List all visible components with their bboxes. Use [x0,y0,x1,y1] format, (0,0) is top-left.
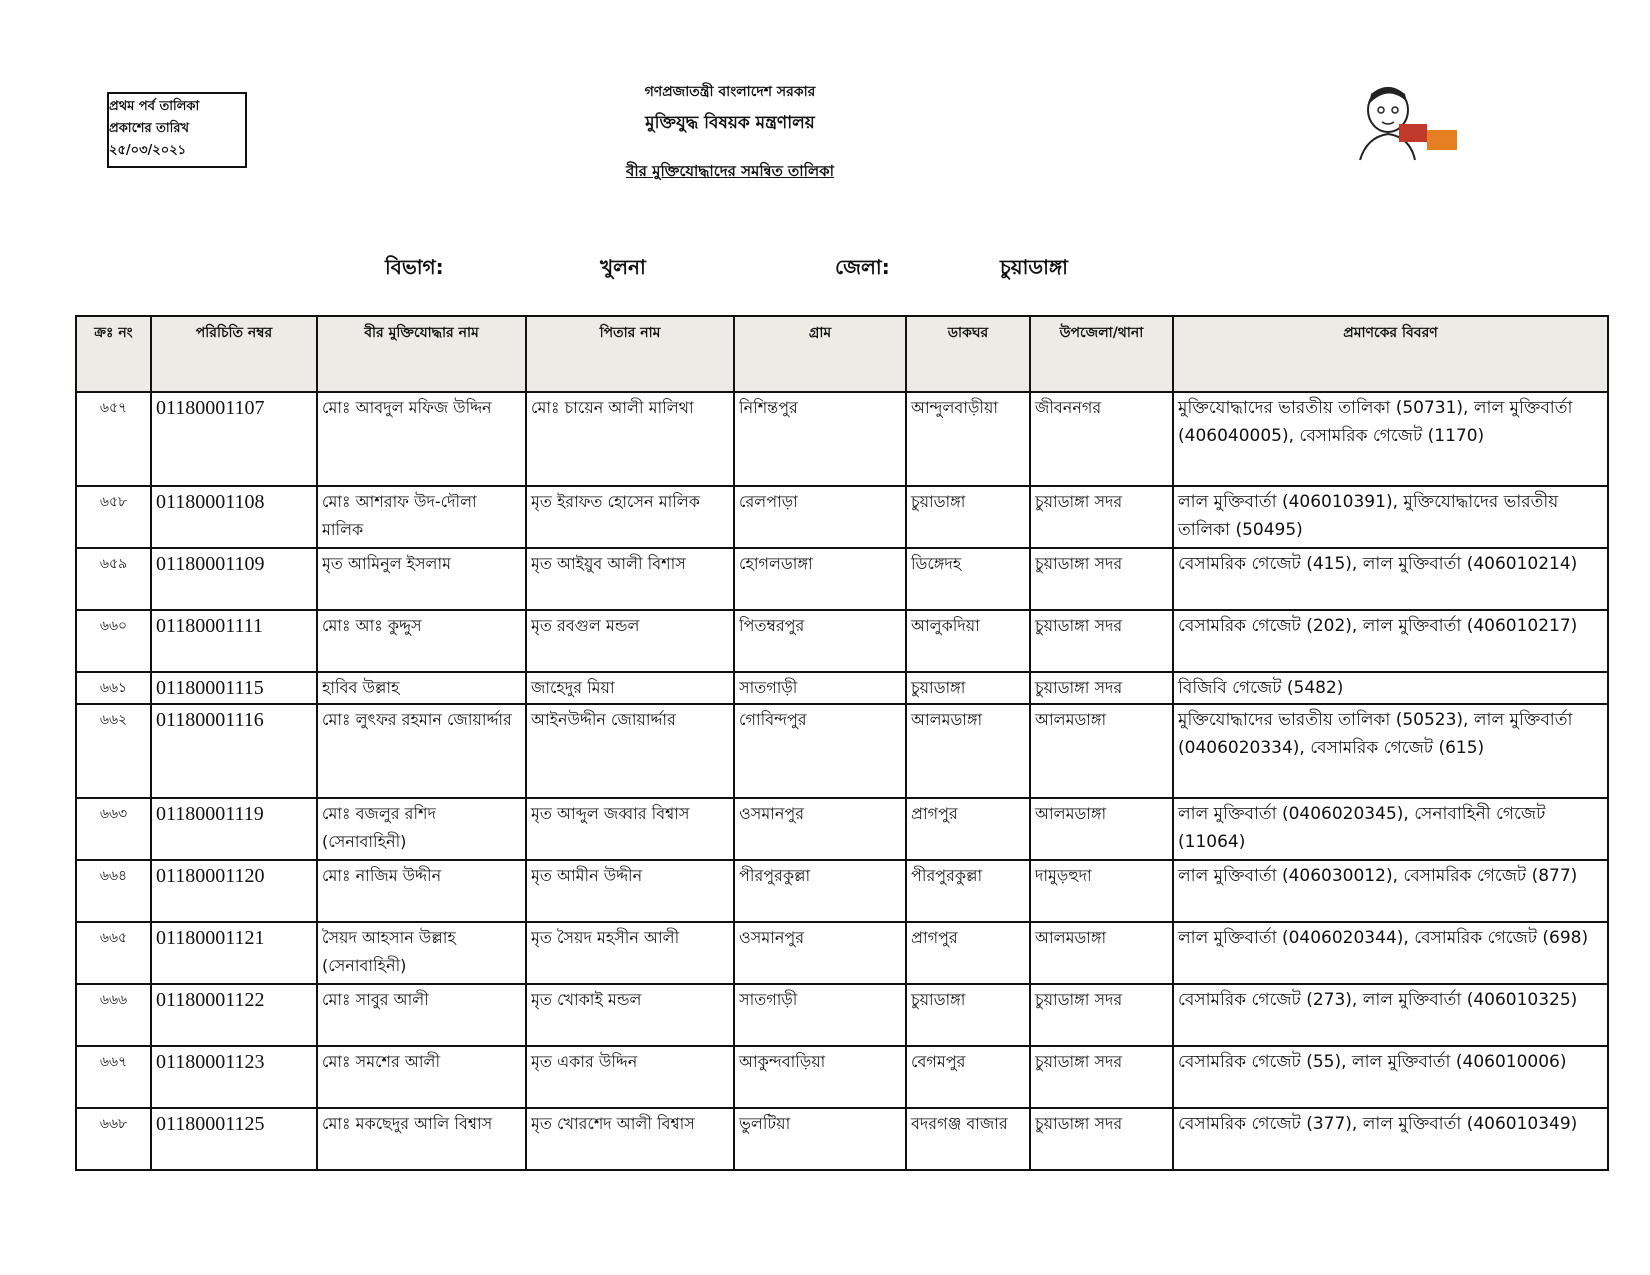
cell-serial: ৬৬৪ [76,860,151,922]
cell-id: 01180001107 [151,392,317,486]
cell-serial: ৬৫৮ [76,486,151,548]
cell-father: মৃত আইয়ুব আলী বিশাস [526,548,734,610]
cell-proof: মুক্তিযোদ্ধাদের ভারতীয় তালিকা (50523), লাল মুক্তিবার্তা (0406020334), বেসামরিক গেজেট (615) [1173,704,1608,798]
cell-post-office: ডিঙ্গেদহ [906,548,1030,610]
cell-village: পিতম্বরপুর [734,610,906,672]
cell-upazila: চুয়াডাঙ্গা সদর [1030,1046,1173,1108]
cell-proof: বেসামরিক গেজেট (55), লাল মুক্তিবার্তা (406010006) [1173,1046,1608,1108]
table-row [76,798,1608,860]
freedom-fighters-table [75,315,1609,1171]
cell-upazila: আলমডাঙ্গা [1030,798,1173,860]
header-village: গ্রাম [734,316,906,392]
table-row [76,486,1608,548]
cell-name: মোঃ সাবুর আলী [317,984,526,1046]
table-row [76,548,1608,610]
cell-id: 01180001122 [151,984,317,1046]
cell-id: 01180001123 [151,1046,317,1108]
division-value: খুলনা [600,255,646,279]
cell-post-office: বেগমপুর [906,1046,1030,1108]
cell-proof: বেসামরিক গেজেট (377), লাল মুক্তিবার্তা (406010349) [1173,1108,1608,1170]
table-row [76,1108,1608,1170]
cell-id: 01180001121 [151,922,317,984]
header-name: বীর মুক্তিযোদ্ধার নাম [317,316,526,392]
cell-village: হোগলডাঙ্গা [734,548,906,610]
cell-name: মৃত আমিনুল ইসলাম [317,548,526,610]
table-row [76,1046,1608,1108]
cell-post-office: চুয়াডাঙ্গা [906,984,1030,1046]
cell-upazila: চুয়াডাঙ্গা সদর [1030,672,1173,704]
cell-proof: বিজিবি গেজেট (5482) [1173,672,1608,704]
cell-upazila: চুয়াডাঙ্গা সদর [1030,984,1173,1046]
cell-id: 01180001120 [151,860,317,922]
cell-village: সাতগাড়ী [734,984,906,1046]
publication-date: ২৫/০৩/২০২১ [109,143,187,158]
cell-id: 01180001108 [151,486,317,548]
cell-serial: ৬৬৭ [76,1046,151,1108]
cell-upazila: চুয়াডাঙ্গা সদর [1030,610,1173,672]
cell-upazila: চুয়াডাঙ্গা সদর [1030,1108,1173,1170]
table-row [76,610,1608,672]
cell-id: 01180001109 [151,548,317,610]
publication-phase: প্রথম পর্ব তালিকা [109,99,200,114]
table-header-row [76,316,1608,392]
cell-serial: ৬৫৭ [76,392,151,486]
cell-upazila: চুয়াডাঙ্গা সদর [1030,486,1173,548]
cell-village: ভুলটিয়া [734,1108,906,1170]
cell-id: 01180001111 [151,610,317,672]
cell-proof: লাল মুক্তিবার্তা (406010391), মুক্তিযোদ্ধাদের ভারতীয় তালিকা (50495) [1173,486,1608,548]
cell-proof: লাল মুক্তিবার্তা (0406020344), বেসামরিক গেজেট (698) [1173,922,1608,984]
cell-name: হাবিব উল্লাহ [317,672,526,704]
cell-serial: ৬৬১ [76,672,151,704]
cell-father: মৃত রবগুল মন্ডল [526,610,734,672]
cell-post-office: আলমডাঙ্গা [906,704,1030,798]
cell-name: মোঃ মকছেদুর আলি বিশ্বাস [317,1108,526,1170]
cell-post-office: আলুকদিয়া [906,610,1030,672]
cell-father: মৃত আব্দুল জব্বার বিশ্বাস [526,798,734,860]
cell-serial: ৬৬২ [76,704,151,798]
cell-proof: লাল মুক্তিবার্তা (0406020345), সেনাবাহিনী গেজেট (11064) [1173,798,1608,860]
cell-name: মোঃ আশরাফ উদ-দৌলা মালিক [317,486,526,548]
cell-upazila: চুয়াডাঙ্গা সদর [1030,548,1173,610]
cell-serial: ৬৬৩ [76,798,151,860]
cell-father: আইনউদ্দীন জোয়ার্দ্দার [526,704,734,798]
cell-father: মৃত খোকাই মন্ডল [526,984,734,1046]
cell-serial: ৬৬০ [76,610,151,672]
district-value: চুয়াডাঙ্গা [1000,255,1068,279]
document-header [480,80,980,185]
cell-proof: বেসামরিক গেজেট (415), লাল মুক্তিবার্তা (406010214) [1173,548,1608,610]
cell-father: মোঃ চায়েন আলী মালিথা [526,392,734,486]
cell-proof: মুক্তিযোদ্ধাদের ভারতীয় তালিকা (50731), লাল মুক্তিবার্তা (406040005), বেসামরিক গেজেট (1170) [1173,392,1608,486]
cell-village: পীরপুরকুল্লা [734,860,906,922]
cell-village: আকুন্দবাড়িয়া [734,1046,906,1108]
cell-proof: বেসামরিক গেজেট (202), লাল মুক্তিবার্তা (406010217) [1173,610,1608,672]
cell-post-office: চুয়াডাঙ্গা [906,672,1030,704]
cell-father: জাহেদুর মিয়া [526,672,734,704]
cell-serial: ৬৬৮ [76,1108,151,1170]
cell-name: মোঃ লুৎফর রহমান জোয়ার্দ্দার [317,704,526,798]
header-id: পরিচিতি নম্বর [151,316,317,392]
header-father: পিতার নাম [526,316,734,392]
cell-upazila: আলমডাঙ্গা [1030,704,1173,798]
list-title: বীর মুক্তিযোদ্ধাদের সমন্বিত তালিকা [626,162,834,180]
cell-serial: ৬৬৫ [76,922,151,984]
cell-father: মৃত সৈয়দ মহসীন আলী [526,922,734,984]
cell-id: 01180001116 [151,704,317,798]
cell-proof: লাল মুক্তিবার্তা (406030012), বেসামরিক গেজেট (877) [1173,860,1608,922]
cell-name: মোঃ আঃ কুদ্দুস [317,610,526,672]
cell-name: মোঃ আবদুল মফিজ উদ্দিন [317,392,526,486]
division-label: বিভাগ: [385,255,444,279]
cell-post-office: পীরপুরকুল্লা [906,860,1030,922]
cell-name: মোঃ বজলুর রশিদ (সেনাবাহিনী) [317,798,526,860]
cell-village: ওসমানপুর [734,922,906,984]
ministry-name: মুক্তিযুদ্ধ বিষয়ক মন্ত্রণালয় [645,113,815,133]
cell-village: গোবিন্দপুর [734,704,906,798]
government-name: গণপ্রজাতন্ত্রী বাংলাদেশ সরকার [644,84,816,100]
cell-upazila: দামুড়হুদা [1030,860,1173,922]
cell-village: নিশিন্তপুর [734,392,906,486]
cell-name: মোঃ নাজিম উদ্দীন [317,860,526,922]
table-row [76,392,1608,486]
cell-upazila: জীবননগর [1030,392,1173,486]
table-row [76,922,1608,984]
cell-village: সাতগাড়ী [734,672,906,704]
cell-village: রেলপাড়া [734,486,906,548]
cell-serial: ৬৬৬ [76,984,151,1046]
cell-upazila: আলমডাঙ্গা [1030,922,1173,984]
header-post-office: ডাকঘর [906,316,1030,392]
cell-id: 01180001119 [151,798,317,860]
header-proof: প্রমাণকের বিবরণ [1173,316,1608,392]
cell-post-office: বদরগঞ্জ বাজার [906,1108,1030,1170]
cell-village: ওসমানপুর [734,798,906,860]
cell-name: সৈয়দ আহসান উল্লাহ (সেনাবাহিনী) [317,922,526,984]
table-row [76,704,1608,798]
district-label: জেলা: [835,255,890,279]
cell-post-office: প্রাগপুর [906,922,1030,984]
cell-name: মোঃ সমশের আলী [317,1046,526,1108]
table-row [76,984,1608,1046]
cell-father: মৃত খোরশেদ আলী বিশ্বাস [526,1108,734,1170]
cell-post-office: চুয়াডাঙ্গা [906,486,1030,548]
cell-father: মৃত আমীন উদ্দীন [526,860,734,922]
cell-post-office: আন্দুলবাড়ীয়া [906,392,1030,486]
cell-proof: বেসামরিক গেজেট (273), লাল মুক্তিবার্তা (406010325) [1173,984,1608,1046]
header-upazila: উপজেলা/থানা [1030,316,1173,392]
mujib-100-logo [1355,82,1465,162]
publication-date-label: প্রকাশের তারিখ [109,121,190,136]
cell-id: 01180001115 [151,672,317,704]
cell-father: মৃত একার উদ্দিন [526,1046,734,1108]
table-row [76,860,1608,922]
cell-serial: ৬৫৯ [76,548,151,610]
publication-info-box [107,92,247,168]
header-serial: ক্রঃ নং [76,316,151,392]
cell-id: 01180001125 [151,1108,317,1170]
cell-father: মৃত ইরাফত হোসেন মালিক [526,486,734,548]
cell-post-office: প্রাগপুর [906,798,1030,860]
table-row [76,672,1608,704]
